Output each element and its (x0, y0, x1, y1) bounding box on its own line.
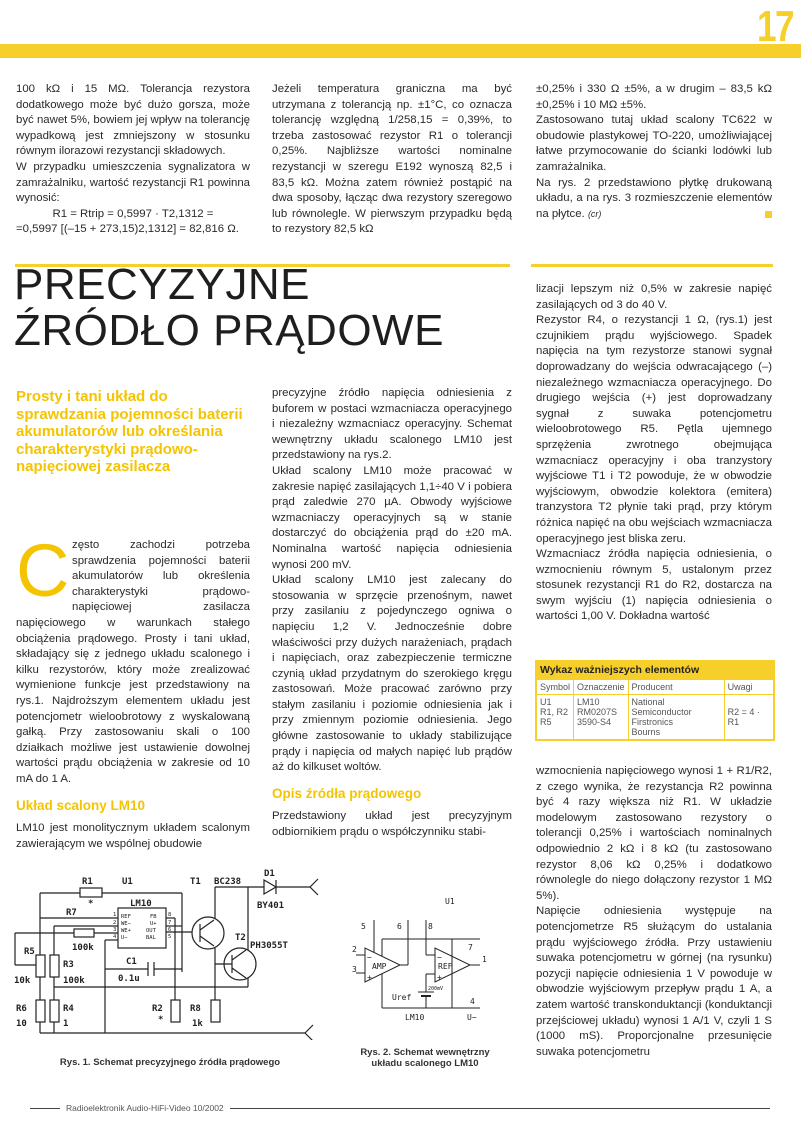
paragraph: wzmocnienia napięciowego wynosi 1 + R1/R2, z czego wynika, że rezystancja R2 powinna być 4 razy większa niż R1. W układzie modelowym zastosowano rezystory o tolerancji 0,25% i wartościach nominalnych odpowiednio 2 kΩ i 8 kΩ (tu zastosowano rezystor 8,06 kΩ 0,25% i dodatkowo równolegle do niego dołączony rezystor 1 MΩ 5%). (536, 765, 772, 902)
paragraph: Rezystor R4, o rezystancji 1 Ω, (rys.1) jest czujnikiem prądu wyjściowego. Spadek napięcia na tym rezystorze stanowi sygnał doprowadzany do wejścia odwracającego (–) niezależnego wzmacniacza operacyjnego. Do drugiego wejścia (+) jest doprowadzany sygnał z suwaka potencjometru wieloobrotowego R5. Pętla ujemnego sprzężenia zwrotnego obejmująca wzmacniacz operacyjny i oba tranzystory wyjściowe T1 i T2 powoduje, że w obwodzie wyjściowym, obwodzie kolektora (emitera) tranzystora T2 płynie taki prąd, przy którym różnica napięć na obu wejściach wzmacniacza operacyjnego jest bliska zeru. (536, 314, 772, 545)
formula-line-2: =0,5997 [(–15 + 273,15)2,1312] = 82,816 Ω. (16, 223, 239, 236)
paragraph: Wzmacniacz źródła napięcia odniesienia, o wzmocnieniu równym 5, ustalonym przez stosunek rezystancji R1 do R2, dostarcza na swym wyjściu (1) napięcia odniesienia o wartości 1,00 V. Dokładna wartość (536, 548, 772, 623)
end-mark-icon (765, 211, 772, 218)
cell-producers (628, 695, 724, 740)
plus-sign: + (367, 973, 372, 982)
pin-number: 8 (168, 912, 172, 918)
label-r8: R8 (190, 1004, 201, 1014)
paragraph: Układ scalony LM10 jest zalecany do stosowania w sprzęcie przenośnym, nawet przy zasilaniu z pojedynczego ogniwa o napięciu 1,2 V. Jednocześnie dobre właściwości przy dużych narażeniach, prądach i napięciach, oraz zabezpieczenie termiczne czynią układ przydatnym do szerokiego kręgu zastosowań. Może pracować zarówno przy stałym zasilaniu i poziomie odniesienia jak i przy zmiennym poziomie odniesienia. Jego główne zastosowanie to układy stabilizujące prądy i napięcia od małych napięć lub prądów aż do kilkuset woltów. (272, 574, 512, 774)
pin-number: 1 (482, 955, 487, 964)
title-line-2: ŹRÓDŁO PRĄDOWE (14, 306, 444, 355)
symbol: U1 (540, 697, 552, 707)
parts-list-box (535, 660, 775, 741)
potentiometer-r5 (36, 955, 45, 977)
label-0.1u: 0.1u (118, 974, 140, 984)
pin-out: OUT (146, 928, 156, 934)
pin-number: 4 (113, 934, 117, 940)
pin-number: 6 (168, 927, 172, 933)
label-1k: 1k (192, 1019, 203, 1029)
minus-sign: − (437, 953, 442, 962)
label-d1: D1 (264, 869, 275, 879)
figure-2-schematic (330, 880, 530, 1030)
subheading-lm10: Układ scalony LM10 (16, 797, 146, 813)
resistor-r4 (50, 1000, 59, 1022)
label-c1: C1 (126, 957, 137, 967)
footer-publication: Radioelektronik Audio-HiFi-Video 10/2002 (66, 1103, 224, 1113)
plus-sign: + (437, 973, 442, 982)
pin-number: 2 (352, 945, 357, 954)
article-lead: Prosty i tani układ do sprawdzania pojemności baterii akumulatorów lub określania charakterystyki prądowo-napięciowej zasilacza (16, 388, 243, 475)
article-column-3-top (536, 282, 772, 625)
label-100k-r3: 100k (63, 976, 85, 986)
paragraph: W przypadku umieszczenia sygnalizatora w zamrażalniku, wartość rezystancji R1 powinna wynosić: (16, 160, 250, 205)
label-ph3055t: PH3055T (250, 941, 288, 951)
label-r7: R7 (66, 908, 77, 918)
section-divider (531, 264, 773, 267)
label-uref: Uref (392, 993, 412, 1002)
label-by401: BY401 (257, 901, 285, 911)
designation: LM10 (577, 697, 600, 707)
label-10: 10 (16, 1019, 27, 1029)
figure-1-caption: Rys. 1. Schemat precyzyjnego źródła prądowego (59, 1057, 281, 1068)
producer: Bourns (631, 727, 661, 737)
table-header-row (537, 680, 774, 695)
paragraph: ±0,25% i 330 Ω ±5%, a w drugim – 83,5 kΩ ±0,25% i 10 MΩ ±5%. (536, 83, 772, 111)
resistor-r3 (50, 955, 59, 977)
pin-number: 3 (113, 927, 117, 933)
cell-designations (574, 695, 629, 740)
label-bc238: BC238 (214, 877, 242, 887)
designation: RM0207S (577, 707, 618, 717)
top-article-column-1 (16, 82, 250, 238)
pin-u-minus: U− (121, 935, 128, 941)
label-star: * (88, 899, 94, 909)
parts-list-title: Wykaz ważniejszych elementów (536, 661, 774, 679)
label-t2: T2 (235, 933, 246, 943)
terminal-plus (310, 879, 318, 895)
pin-number: 8 (428, 922, 433, 931)
pin-bal: BAL (146, 935, 156, 941)
paragraph: LM10 jest monolitycznym układem scalonym zawierającym we wspólnej obudowie (16, 822, 250, 850)
producer: Firstronics (631, 717, 674, 727)
label-ref: REF (438, 962, 453, 971)
label-r3: R3 (63, 960, 74, 970)
top-accent-bar (0, 44, 801, 58)
article-column-3-bottom (536, 764, 772, 1060)
label-lm10: LM10 (130, 899, 152, 909)
resistor-r2 (171, 1000, 180, 1022)
label-u-minus: U− (467, 1013, 477, 1022)
pin-number: 5 (361, 922, 366, 931)
producer: National Semiconductor (631, 697, 692, 717)
page-footer (30, 1103, 770, 1113)
header-symbol: Symbol (537, 680, 574, 695)
label-100k: 100k (72, 943, 94, 953)
footer-rule (230, 1108, 770, 1109)
header-producer: Producent (628, 680, 724, 695)
header-notes: Uwagi (724, 680, 773, 695)
pin-ref: REF (121, 914, 131, 920)
label-10k: 10k (14, 976, 31, 986)
drop-cap: C (16, 529, 70, 612)
subheading-current-source: Opis źródła prądowego (272, 785, 422, 801)
pin-we-minus: WE− (121, 921, 131, 927)
article-column-2 (272, 386, 512, 841)
caption-line: Rys. 2. Schemat wewnętrzny (360, 1047, 490, 1058)
terminal-minus (305, 1025, 313, 1040)
table-row (537, 695, 774, 740)
parts-table (536, 679, 774, 740)
pin-fb: FB (150, 914, 157, 920)
figure-1-schematic (0, 860, 330, 1040)
label-200mv: 200mV (428, 986, 444, 992)
label-u1: U1 (122, 877, 133, 887)
pin-number: 3 (352, 965, 357, 974)
pin-number: 4 (470, 997, 475, 1006)
footer-rule (30, 1108, 60, 1109)
cell-notes: R2 = 4 · R1 (724, 695, 773, 740)
minus-sign: − (367, 953, 372, 962)
label-lm10: LM10 (405, 1013, 425, 1022)
label-1: 1 (63, 1019, 69, 1029)
paragraph: Jeżeli temperatura graniczna ma być utrzymana z tolerancją np. ±1°C, co oznacza tolerancję względną 1/258,15 = 0,39%, to trzeba zastosować rezystor R1 o tolerancji 0,25%. Najbliższe wartości nominalne rezystancji w szeregu E192 wynoszą 82,5 i 83,5 kΩ. Można zatem również postąpić na dwa sposoby, łącząc dwa rezystory szeregowo lub równolegle. W pierwszym przypadku będą to rezystory 82,5 kΩ (272, 83, 512, 236)
article-column-1 (16, 529, 250, 852)
label-amp: AMP (372, 962, 387, 971)
paragraph: Układ scalony LM10 może pracować w zakresie napięć zasilających 1,1÷40 V i pobiera prąd zaledwie 270 µA. Obwody wyjściowe wzmacniaczy operacyjnych są w stanie dostarczyć do obciążenia prąd do ±20 mA. Nominalna wartość napięcia odniesienia wynosi 200 mV. (272, 464, 512, 571)
paragraph: Napięcie odniesienia występuje na potencjometrze R5 służącym do ustalania prądu wyjściowego źródła. Przy ustawieniu suwaka potencjometru w górnej (na rysunku) pozycji napięcie odniesienia 1 V powoduje w obwodzie wyjściowym przepływ prądu 1 A, a zatem wartość transkonduktancji (konduktancji przejściowej układu) wynosi 1 A/1 V, czyli 1 S (1000 mS). Proporcjonalne przesunięcie suwaka potencjometru (536, 905, 772, 1058)
designation: 3590-S4 (577, 717, 612, 727)
pin-number: 6 (397, 922, 402, 931)
page-number: 17 (757, 2, 793, 51)
resistor-r6 (36, 1000, 45, 1022)
top-article-column-3 (536, 82, 772, 222)
paragraph: precyzyjne źródło napięcia odniesienia z buforem w postaci wzmacniacza operacyjnego i niezależny wzmacniacz operacyjny. Schemat wewnętrzny układu scalonego LM10 jest przedstawiony na rys.2. (272, 387, 512, 462)
diode-d1 (264, 880, 276, 894)
paragraph: Przedstawiony układ jest precyzyjnym odbiornikiem prądu o współczynniku stabi- (272, 810, 512, 839)
paragraph: Na rys. 2 przedstawiono płytkę drukowaną układu, a na rys. 3 rozmieszczenie elementów na płytce. (cr) (536, 176, 772, 220)
pin-we-plus: WE+ (121, 928, 131, 934)
pin-number: 7 (168, 920, 172, 926)
intro-paragraph: zęsto zachodzi potrzeba sprawdzenia pojemności baterii akumulatorów lub określenia charakterystyki prądowo-napięciowej zasilacza napięciowego w warunkach stałego obciążenia prądowego. Prosty i tani układ, składający się z jednego układu scalonego i kilku rezystorów, który może zrealizować wymienione funkcje jest przedstawiony na rys.1. Najdroższym elementem układu jest potencjometr wieloobrotowy z wyskalowaną gałką. Przy zastosowaniu skali o 100 działkach możliwe jest ustawienie dowolnej wartości prądu obciążenia w zakresie od 10 mA do 1 A. (16, 539, 250, 785)
resistor-r8 (211, 1000, 220, 1022)
paragraph: lizacji lepszym niż 0,5% w zakresie napięć zasilających od 3 do 40 V. (536, 283, 772, 311)
label-t1: T1 (190, 877, 201, 887)
label-r2: R2 (152, 1004, 163, 1014)
label-r5: R5 (24, 947, 35, 957)
paragraph: Zastosowano tutaj układ scalony TC622 w obudowie plastykowej TO-220, umożliwiającej łatwe przymocowanie do ścianki lodówki lub zamrażalnika. (536, 114, 772, 173)
author-initials: (cr) (587, 208, 602, 219)
label-r6: R6 (16, 1004, 27, 1014)
header-designation: Oznaczenie (574, 680, 629, 695)
label-u1: U1 (445, 897, 455, 906)
cell-symbols (537, 695, 574, 740)
paragraph: 100 kΩ i 15 MΩ. Tolerancja rezystora dodatkowego może być dużo gorsza, może być nawet 5%, bowiem jej wpływ na tolerancję wypadkową jest zmniejszony w stosunku równym ilorazowi rezystancji składowych. (16, 83, 250, 158)
label-r1: R1 (82, 877, 93, 887)
label-star-r2: * (158, 1015, 164, 1025)
resistor-r1 (80, 888, 102, 897)
resistor-100k (74, 929, 94, 937)
pin-u-plus: U+ (150, 921, 157, 927)
symbol: R1, R2 (540, 707, 569, 717)
pin-number: 5 (168, 934, 172, 940)
article-title (14, 262, 444, 354)
title-line-1: PRECYZYJNE (14, 260, 310, 309)
top-article-column-2 (272, 82, 512, 238)
label-r4: R4 (63, 1004, 74, 1014)
caption-line: układu scalonego LM10 (371, 1058, 479, 1069)
figure-2-caption (340, 1047, 510, 1069)
pin-number: 1 (113, 912, 117, 918)
pin-number: 7 (468, 943, 473, 952)
formula-line-1: R1 = Rtrip = 0,5997 · T2,1312 = (52, 207, 214, 220)
symbol: R5 (540, 717, 552, 727)
transistor-t1 (192, 917, 224, 949)
pin-number: 2 (113, 920, 117, 926)
